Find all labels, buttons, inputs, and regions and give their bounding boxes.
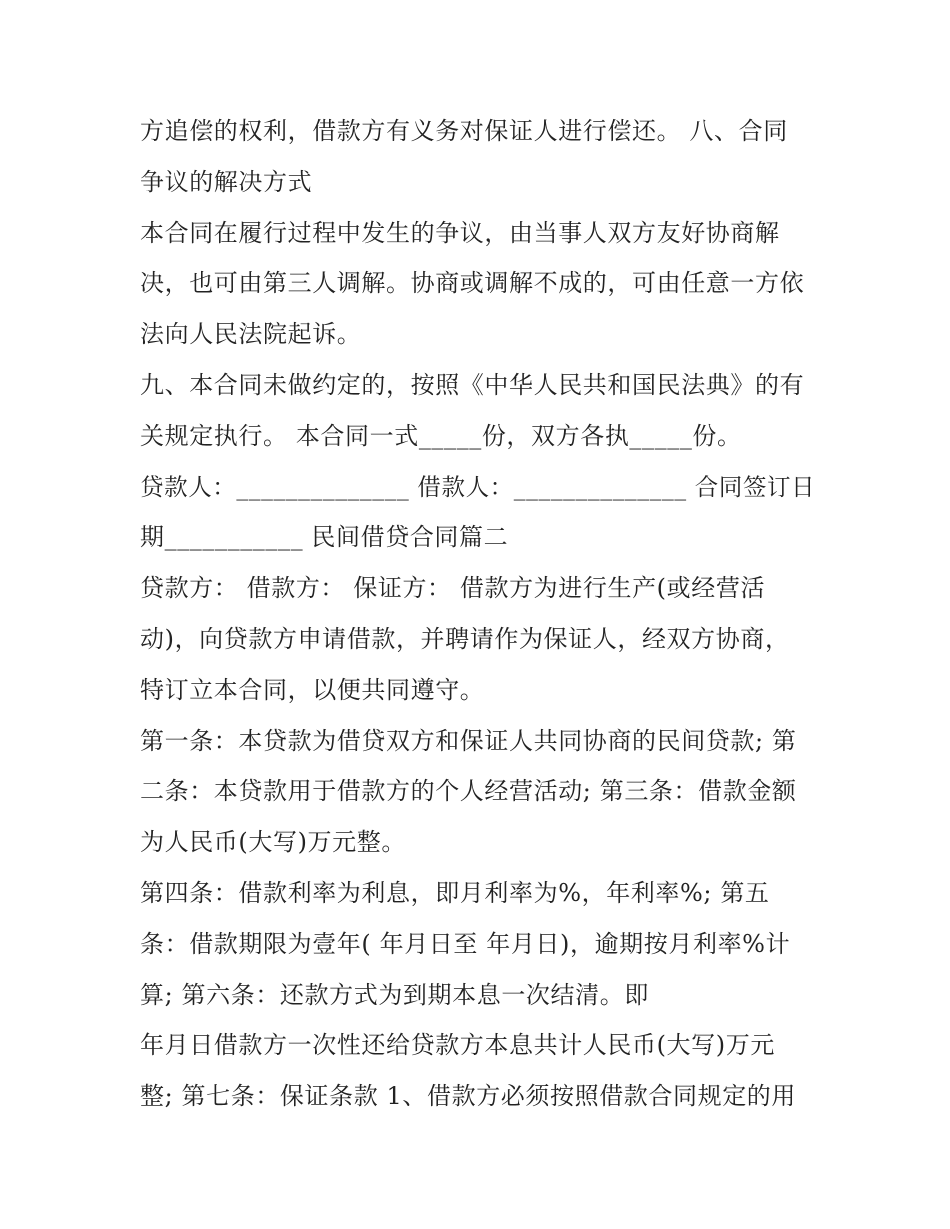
text-line: 第一条：本贷款为借贷双方和保证人共同协商的民间贷款; 第 [140, 726, 797, 755]
text-line: 为人民币(大写)万元整。 [140, 828, 406, 857]
text-line: 贷款人：______________ 借款人：______________ 合同签订日 [140, 472, 816, 501]
text-line: 关规定执行。 本合同一式_____份，双方各执_____份。 [140, 421, 742, 450]
text-line: 贷款方： 借款方： 保证方： 借款方为进行生产(或经营活 [140, 574, 766, 603]
text-line: 算; 第六条：还款方式为到期本息一次结清。即 [140, 980, 649, 1009]
document-body [140, 106, 820, 1122]
text-line: 法向人民法院起诉。 [140, 320, 362, 349]
text-line: 二条：本贷款用于借款方的个人经营活动; 第三条：借款金额 [140, 777, 797, 806]
text-line: 年月日借款方一次性还给贷款方本息共计人民币(大写)万元 [140, 1031, 775, 1060]
text-line: 特订立本合同，以便共同遵守。 [140, 675, 485, 704]
text-line: 九、本合同未做约定的，按照《中华人民共和国民法典》的有 [140, 370, 805, 399]
text-line: 整; 第七条：保证条款 1、借款方必须按照借款合同规定的用 [140, 1082, 797, 1111]
text-line: 争议的解决方式 [140, 167, 313, 196]
text-line: 第四条：借款利率为利息，即月利率为%，年利率%; 第五 [140, 878, 770, 907]
text-line: 决，也可由第三人调解。协商或调解不成的，可由任意一方依 [140, 269, 805, 298]
text-line: 条：借款期限为壹年( 年月日至 年月日)，逾期按月利率%计 [140, 929, 791, 958]
text-line: 本合同在履行过程中发生的争议，由当事人双方友好协商解 [140, 218, 780, 247]
text-line: 方追偿的权利，借款方有义务对保证人进行偿还。 八、合同 [140, 117, 788, 145]
text-line: 动)，向贷款方申请借款，并聘请作为保证人，经双方协商， [140, 624, 790, 653]
text-line: 期___________ 民间借贷合同篇二 [140, 523, 509, 552]
